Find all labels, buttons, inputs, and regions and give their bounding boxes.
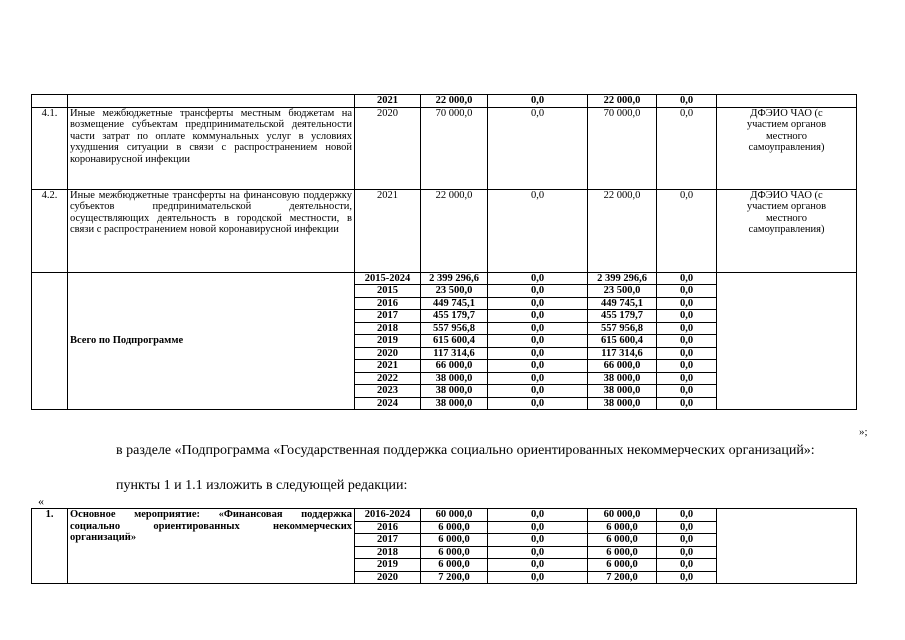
value-cell: 0,0 xyxy=(488,310,588,323)
value-cell: 7 200,0 xyxy=(588,571,657,584)
value-cell: 0,0 xyxy=(657,372,717,385)
year-cell: 2021 xyxy=(355,360,421,373)
value-cell: 0,0 xyxy=(657,107,717,189)
value-cell: 0,0 xyxy=(657,285,717,298)
value-cell: 38 000,0 xyxy=(588,372,657,385)
value-cell: 38 000,0 xyxy=(421,372,488,385)
value-cell: 6 000,0 xyxy=(421,546,488,559)
value-cell: 0,0 xyxy=(488,509,588,522)
value-cell: 0,0 xyxy=(657,521,717,534)
value-cell: 6 000,0 xyxy=(421,559,488,572)
value-cell: 449 745,1 xyxy=(421,297,488,310)
value-cell: 0,0 xyxy=(488,285,588,298)
year-cell: 2016 xyxy=(355,521,421,534)
value-cell: 0,0 xyxy=(488,95,588,108)
value-cell: 0,0 xyxy=(488,335,588,348)
item-number: 4.2. xyxy=(32,189,68,272)
instruction-paragraph: пункты 1 и 1.1 изложить в следующей редакции: xyxy=(116,478,408,493)
value-cell: 0,0 xyxy=(488,372,588,385)
year-cell: 2023 xyxy=(355,385,421,398)
opening-quote: « xyxy=(38,494,44,508)
year-cell: 2016 xyxy=(355,297,421,310)
value-cell: 38 000,0 xyxy=(421,397,488,410)
subprogram-table xyxy=(31,94,857,410)
value-cell: 0,0 xyxy=(488,559,588,572)
value-cell: 6 000,0 xyxy=(421,534,488,547)
year-cell: 2021 xyxy=(355,189,421,272)
year-cell: 2021 xyxy=(355,95,421,108)
value-cell: 38 000,0 xyxy=(421,385,488,398)
value-cell: 0,0 xyxy=(488,189,588,272)
item-number: 4.1. xyxy=(32,107,68,189)
value-cell: 6 000,0 xyxy=(588,534,657,547)
value-cell: 23 500,0 xyxy=(421,285,488,298)
value-cell: 0,0 xyxy=(488,360,588,373)
total-label: Всего по Подпрограмме xyxy=(68,272,355,410)
value-cell: 6 000,0 xyxy=(421,521,488,534)
value-cell: 557 956,8 xyxy=(588,322,657,335)
year-cell: 2018 xyxy=(355,546,421,559)
value-cell: 22 000,0 xyxy=(421,189,488,272)
value-cell: 455 179,7 xyxy=(421,310,488,323)
value-cell: 0,0 xyxy=(488,521,588,534)
value-cell: 0,0 xyxy=(657,546,717,559)
value-cell: 0,0 xyxy=(657,310,717,323)
value-cell: 2 399 296,6 xyxy=(588,272,657,285)
value-cell: 0,0 xyxy=(488,322,588,335)
year-cell: 2018 xyxy=(355,322,421,335)
value-cell: 70 000,0 xyxy=(588,107,657,189)
year-cell: 2017 xyxy=(355,534,421,547)
value-cell: 2 399 296,6 xyxy=(421,272,488,285)
item-description: Иные межбюджетные трансферты местным бюджетам на возмещение субъектам предпринимательской деятельности части затрат по оплате коммунальных услуг в условиях ухудшения ситуации в связи с распространением новой коронавирусной инфекции xyxy=(68,107,355,189)
value-cell: 22 000,0 xyxy=(588,189,657,272)
value-cell: 0,0 xyxy=(657,534,717,547)
closing-quote: »; xyxy=(859,426,868,438)
value-cell: 117 314,6 xyxy=(421,347,488,360)
executor-cell: ДФЭИО ЧАО (с участием органов местного самоуправления) xyxy=(717,189,857,272)
year-cell: 2019 xyxy=(355,559,421,572)
value-cell: 0,0 xyxy=(657,322,717,335)
table-row xyxy=(32,95,857,108)
item-description: Основное мероприятие: «Финансовая поддержка социально ориентированных некоммерческих организаций» xyxy=(68,509,355,584)
value-cell: 0,0 xyxy=(657,397,717,410)
item-description: Иные межбюджетные трансферты на финансовую поддержку субъектов предпринимательской деятельности, осуществляющих деятельность в городской местности, в связи с распространением новой коронавирусной инфекции xyxy=(68,189,355,272)
value-cell: 0,0 xyxy=(657,297,717,310)
item-number: 1. xyxy=(32,509,68,584)
value-cell: 60 000,0 xyxy=(588,509,657,522)
value-cell: 0,0 xyxy=(488,347,588,360)
year-cell: 2020 xyxy=(355,571,421,584)
value-cell: 0,0 xyxy=(657,95,717,108)
value-cell: 0,0 xyxy=(488,571,588,584)
table-row xyxy=(32,509,857,522)
table-row xyxy=(32,272,857,285)
year-cell: 2020 xyxy=(355,107,421,189)
value-cell: 0,0 xyxy=(488,534,588,547)
year-cell: 2016-2024 xyxy=(355,509,421,522)
value-cell: 0,0 xyxy=(488,297,588,310)
value-cell: 0,0 xyxy=(657,335,717,348)
value-cell: 60 000,0 xyxy=(421,509,488,522)
value-cell: 70 000,0 xyxy=(421,107,488,189)
value-cell: 7 200,0 xyxy=(421,571,488,584)
value-cell: 615 600,4 xyxy=(421,335,488,348)
value-cell: 0,0 xyxy=(657,385,717,398)
year-cell: 2017 xyxy=(355,310,421,323)
value-cell: 615 600,4 xyxy=(588,335,657,348)
table-row xyxy=(32,107,857,189)
value-cell: 6 000,0 xyxy=(588,559,657,572)
year-cell: 2019 xyxy=(355,335,421,348)
value-cell: 0,0 xyxy=(488,546,588,559)
value-cell: 0,0 xyxy=(657,347,717,360)
value-cell: 38 000,0 xyxy=(588,385,657,398)
table-row xyxy=(32,189,857,272)
value-cell: 66 000,0 xyxy=(421,360,488,373)
year-cell: 2024 xyxy=(355,397,421,410)
value-cell: 6 000,0 xyxy=(588,546,657,559)
value-cell: 449 745,1 xyxy=(588,297,657,310)
value-cell: 0,0 xyxy=(488,385,588,398)
value-cell: 0,0 xyxy=(657,559,717,572)
value-cell: 455 179,7 xyxy=(588,310,657,323)
section-paragraph: в разделе «Подпрограмма «Государственная поддержка социально ориентированных некоммерческих организаций»: xyxy=(116,443,815,458)
executor-cell: ДФЭИО ЧАО (с участием органов местного самоуправления) xyxy=(717,107,857,189)
year-cell: 2015-2024 xyxy=(355,272,421,285)
value-cell: 22 000,0 xyxy=(421,95,488,108)
value-cell: 0,0 xyxy=(488,397,588,410)
value-cell: 66 000,0 xyxy=(588,360,657,373)
value-cell: 22 000,0 xyxy=(588,95,657,108)
value-cell: 0,0 xyxy=(657,571,717,584)
value-cell: 6 000,0 xyxy=(588,521,657,534)
value-cell: 0,0 xyxy=(488,272,588,285)
value-cell: 0,0 xyxy=(657,272,717,285)
value-cell: 0,0 xyxy=(488,107,588,189)
value-cell: 117 314,6 xyxy=(588,347,657,360)
year-cell: 2022 xyxy=(355,372,421,385)
year-cell: 2020 xyxy=(355,347,421,360)
value-cell: 0,0 xyxy=(657,360,717,373)
nko-support-table xyxy=(31,508,857,584)
value-cell: 23 500,0 xyxy=(588,285,657,298)
value-cell: 0,0 xyxy=(657,509,717,522)
value-cell: 38 000,0 xyxy=(588,397,657,410)
value-cell: 0,0 xyxy=(657,189,717,272)
value-cell: 557 956,8 xyxy=(421,322,488,335)
year-cell: 2015 xyxy=(355,285,421,298)
